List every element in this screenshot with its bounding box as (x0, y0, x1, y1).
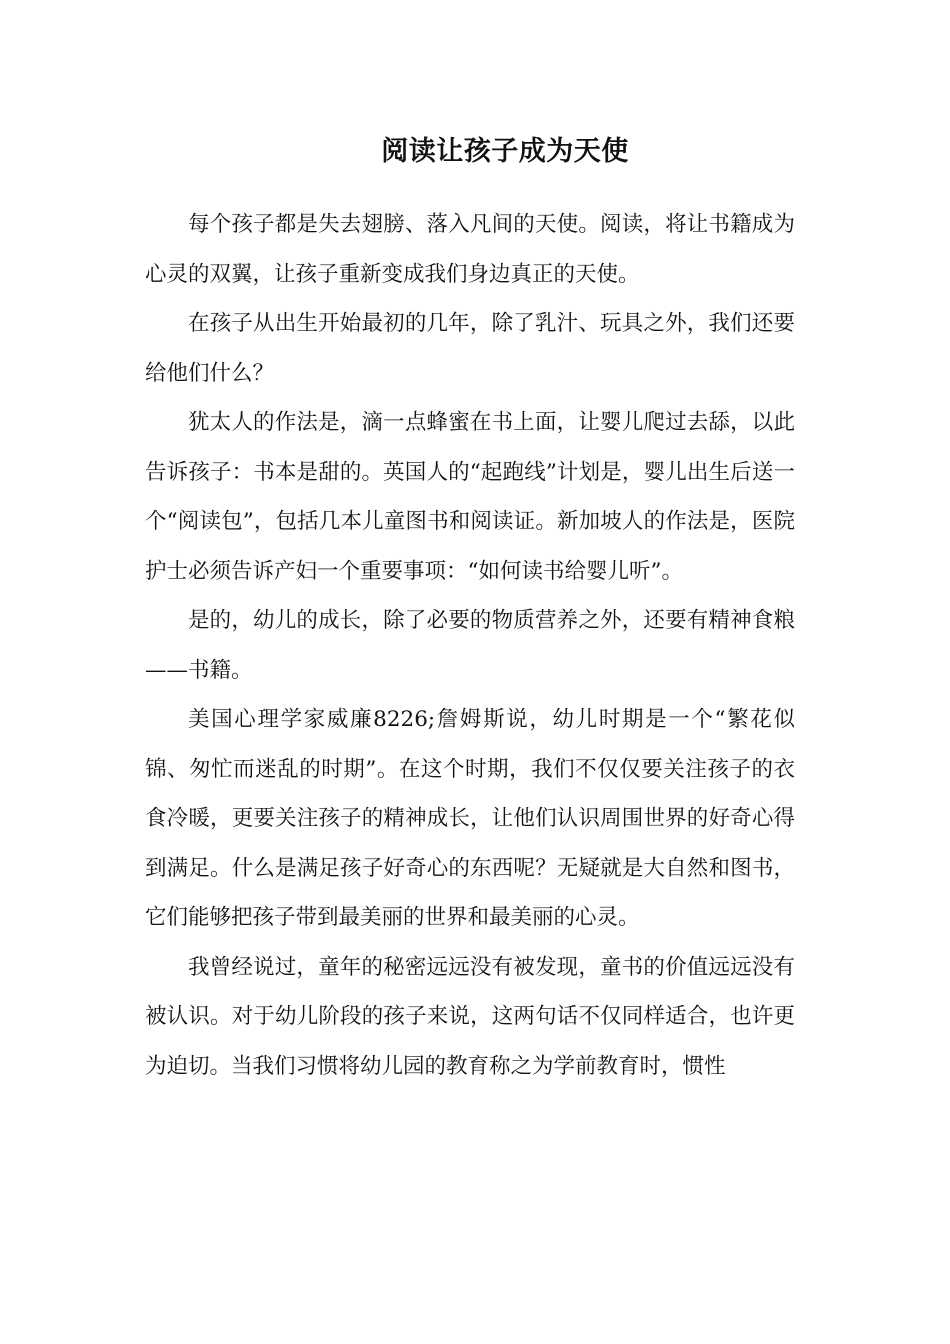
document-title: 阅读让孩子成为天使 (381, 136, 629, 167)
paragraph: 在孩子从出生开始最初的几年，除了乳汁、玩具之外，我们还要给他们什么？ (145, 311, 795, 386)
paragraph: 每个孩子都是失去翅膀、落入凡间的天使。阅读，将让书籍成为心灵的双翼，让孩子重新变成我们身边真正的天使。 (145, 212, 795, 287)
paragraph: 美国心理学家威廉8226;詹姆斯说，幼儿时期是一个“繁花似锦、匆忙而迷乱的时期”。在这个时期，我们不仅仅要关注孩子的衣食冷暖，更要关注孩子的精神成长，让他们认识周围世界的好奇心得到满足。什么是满足孩子好奇心的东西呢？无疑就是大自然和图书，它们能够把孩子带到最美丽的世界和最美丽的心灵。 (145, 707, 795, 930)
paragraph: 是的，幼儿的成长，除了必要的物质营养之外，还要有精神食粮——书籍。 (145, 608, 795, 683)
paragraph: 我曾经说过，童年的秘密远远没有被发现，童书的价值远远没有被认识。对于幼儿阶段的孩子来说，这两句话不仅同样适合，也许更为迫切。当我们习惯将幼儿园的教育称之为学前教育时，惯性 (145, 954, 795, 1079)
paragraph: 犹太人的作法是，滴一点蜂蜜在书上面，让婴儿爬过去舔，以此告诉孩子：书本是甜的。英国人的“起跑线”计划是，婴儿出生后送一个“阅读包”，包括几本儿童图书和阅读证。新加坡人的作法是，医院护士必须告诉产妇一个重要事项：“如何读书给婴儿听”。 (145, 410, 795, 584)
document-body (145, 200, 795, 1091)
